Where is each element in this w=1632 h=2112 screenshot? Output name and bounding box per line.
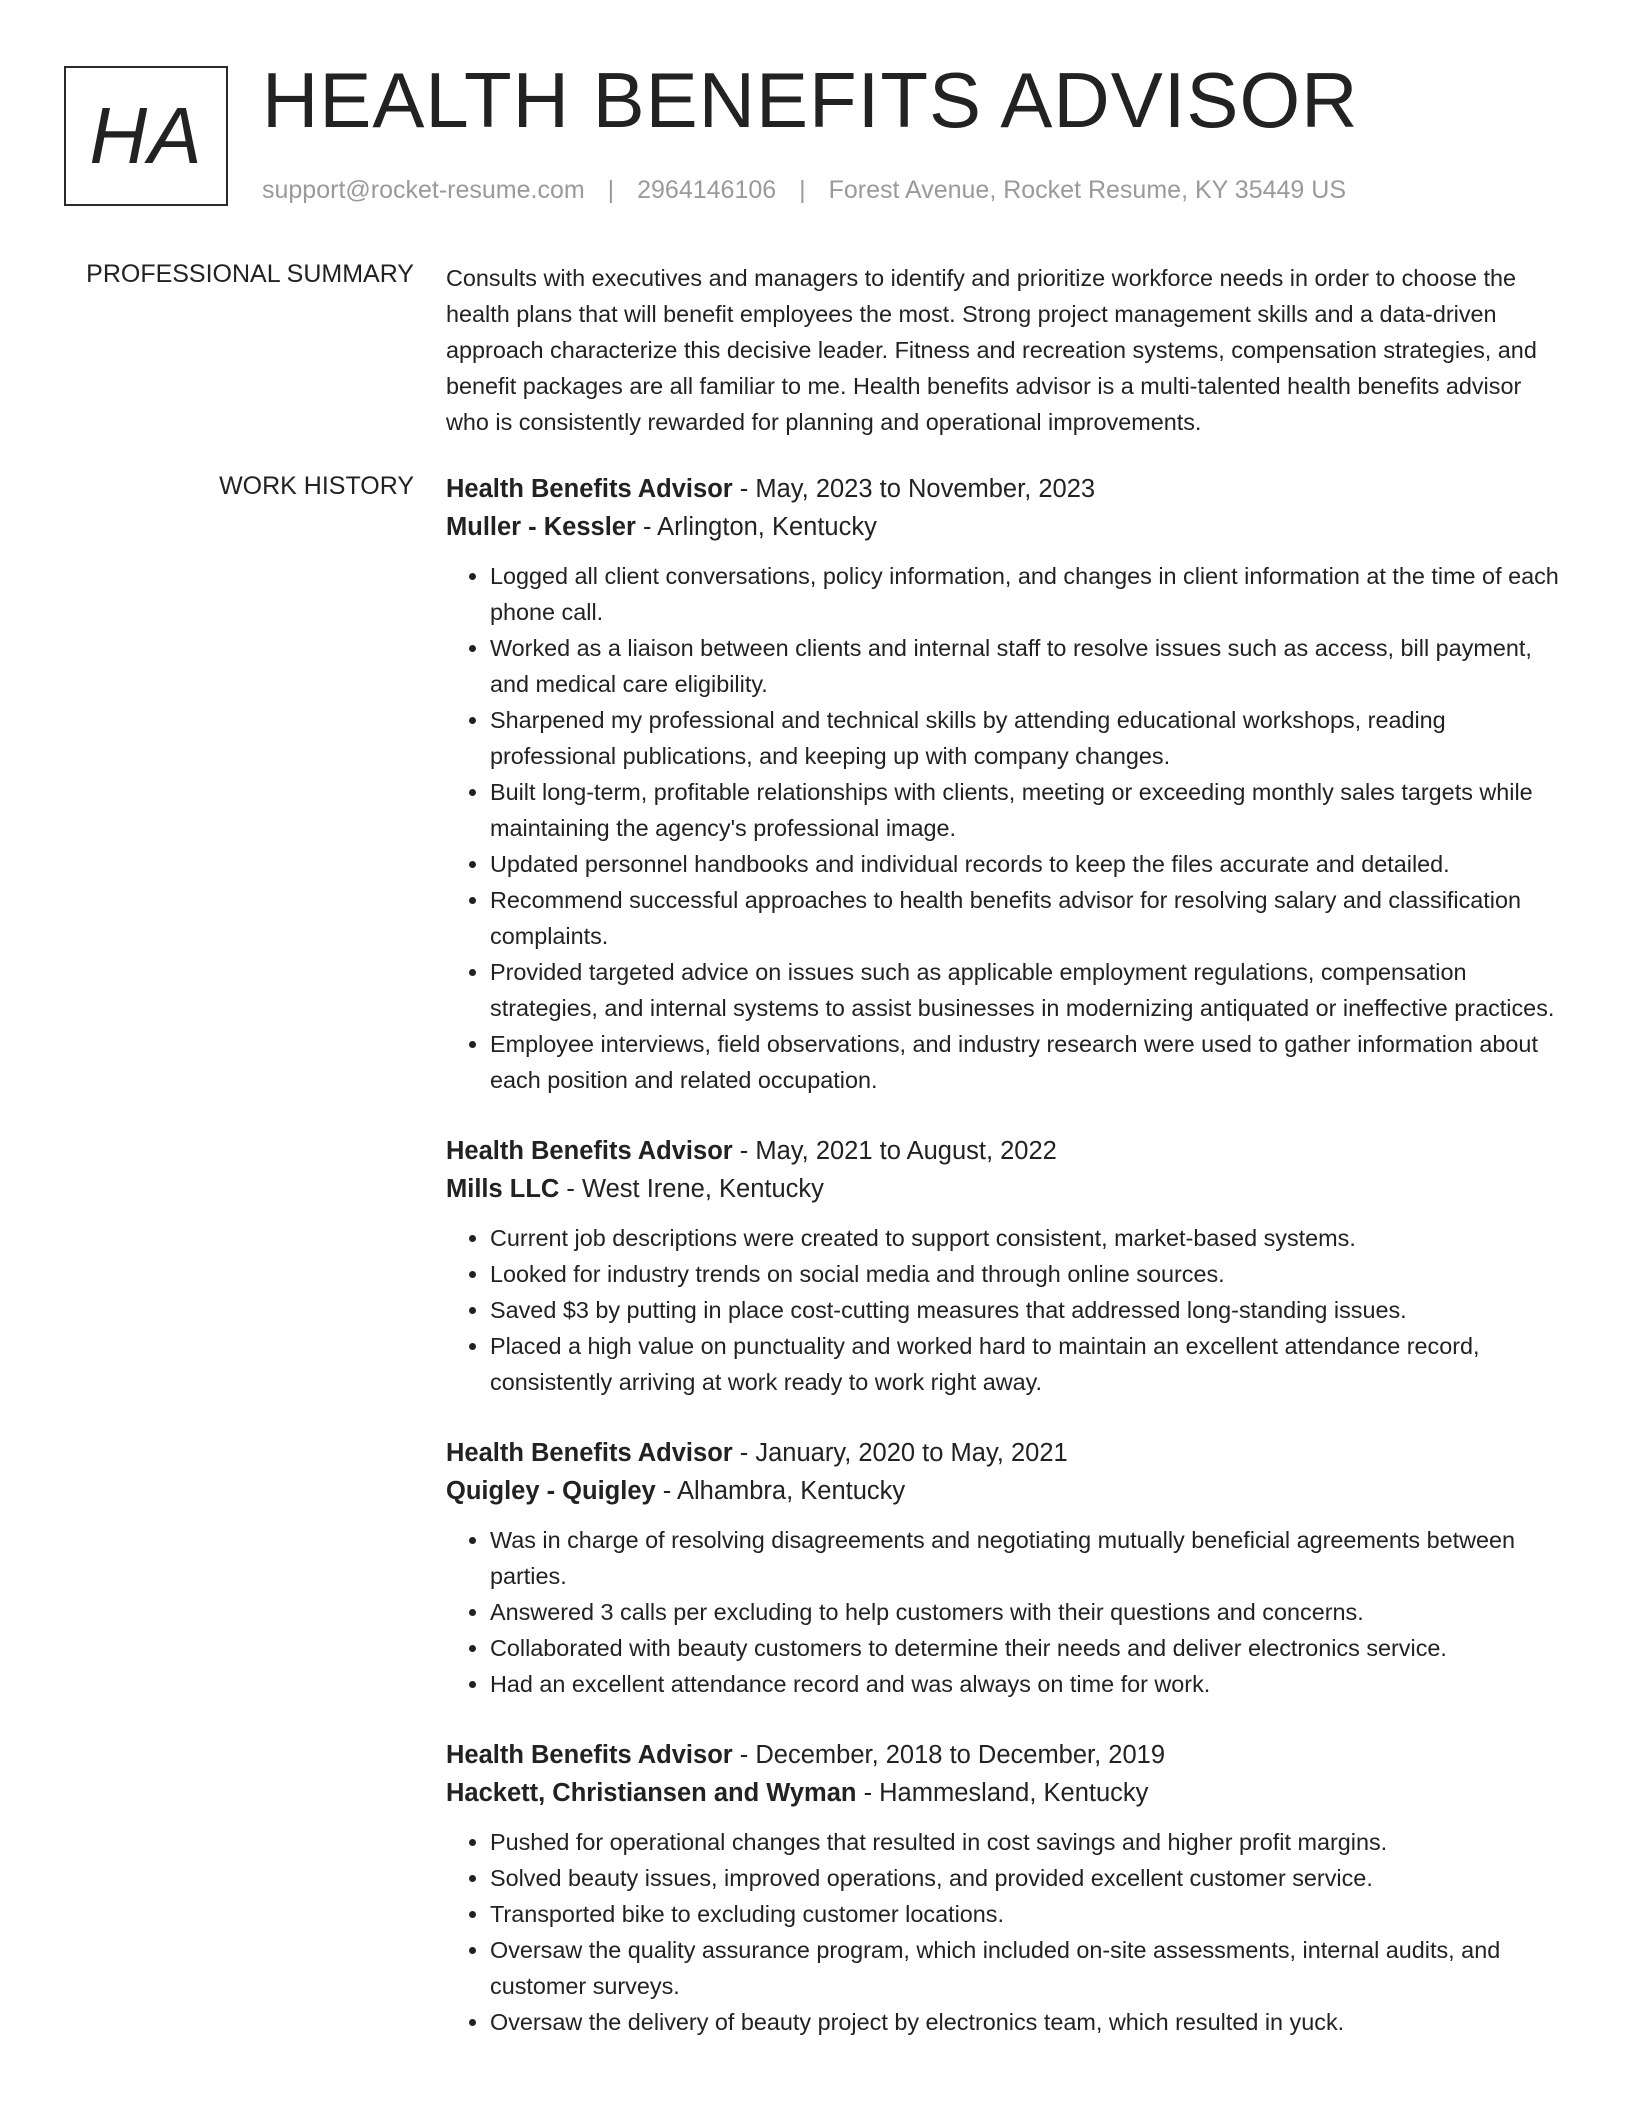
job-duties-list [446, 1522, 1564, 1702]
duty-item: • Worked as a liaison between clients and internal staff to resolve issues such as access, bill payment, and medical care eligibility. [490, 630, 1564, 702]
job-duties-list [446, 1824, 1564, 2040]
monogram-badge [64, 66, 228, 206]
job-dates: - December, 2018 to December, 2019 [732, 1741, 1166, 1769]
duty-item: • Oversaw the delivery of beauty project by electronics team, which resulted in yuck. [490, 2004, 1564, 2040]
page-title: HEALTH BENEFITS ADVISOR [262, 56, 1359, 144]
job-location: - West Irene, Kentucky [559, 1175, 824, 1203]
job-location: - Hammesland, Kentucky [856, 1779, 1149, 1807]
contact-line [262, 176, 1346, 205]
duty-item: • Recommend successful approaches to health benefits advisor for resolving salary and classification complaints. [490, 882, 1564, 954]
contact-separator: | [799, 176, 806, 204]
job-company: Mills LLC [446, 1175, 560, 1203]
duty-item: • Employee interviews, field observations, and industry research were used to gather information about each position and related occupation. [490, 1026, 1564, 1098]
job-company-line [446, 1472, 1564, 1510]
job-location: - Alhambra, Kentucky [655, 1477, 906, 1505]
job-location: - Arlington, Kentucky [635, 513, 877, 541]
job-title-line [446, 1434, 1564, 1472]
duty-item: • Had an excellent attendance record and was always on time for work. [490, 1666, 1564, 1702]
duty-item: • Collaborated with beauty customers to determine their needs and deliver electronics service. [490, 1630, 1564, 1666]
job-dates: - May, 2023 to November, 2023 [732, 475, 1096, 503]
job-company-line [446, 508, 1564, 546]
job-entry [446, 1132, 1564, 1400]
duty-item: • Saved $3 by putting in place cost-cutting measures that addressed long-standing issues. [490, 1292, 1564, 1328]
duty-item: • Answered 3 calls per excluding to help customers with their questions and concerns. [490, 1594, 1564, 1630]
contact-address: Forest Avenue, Rocket Resume, KY 35449 US [828, 176, 1346, 204]
duty-item: • Built long-term, profitable relationships with clients, meeting or exceeding monthly sales targets while maintaining the agency's professional image. [490, 774, 1564, 846]
section-label-summary: PROFESSIONAL SUMMARY [86, 260, 414, 288]
contact-email: support@rocket-resume.com [262, 176, 585, 204]
job-title: Health Benefits Advisor [446, 475, 733, 503]
duty-item: • Solved beauty issues, improved operations, and provided excellent customer service. [490, 1860, 1564, 1896]
job-company: Quigley - Quigley [446, 1477, 656, 1505]
duty-item: • Updated personnel handbooks and individual records to keep the files accurate and detailed. [490, 846, 1564, 882]
summary-text: Consults with executives and managers to identify and prioritize workforce needs in order to choose the health plans that will benefit employees the most. Strong project management skills and a data-driven approach characterize this decisive leader. Fitness and recreation systems, compensation strategies, and benefit packages are all familiar to me. Health benefits advisor is a multi-talented health benefits advisor who is consistently rewarded for planning and operational improvements. [446, 265, 1537, 435]
contact-phone: 2964146106 [637, 176, 777, 204]
contact-separator: | [607, 176, 615, 204]
job-entry [446, 1736, 1564, 2040]
job-duties-list [446, 1220, 1564, 1400]
job-title-line [446, 470, 1564, 508]
duty-item: • Was in charge of resolving disagreements and negotiating mutually beneficial agreements between parties. [490, 1522, 1564, 1594]
duty-item: • Current job descriptions were created to support consistent, market-based systems. [490, 1220, 1564, 1256]
job-title-line [446, 1132, 1564, 1170]
job-entry [446, 470, 1564, 1098]
duty-item: • Provided targeted advice on issues such as applicable employment regulations, compensation strategies, and internal systems to assist businesses in modernizing antiquated or ineffective practices. [490, 954, 1564, 1026]
job-company: Muller - Kessler [446, 513, 636, 541]
duty-item: • Logged all client conversations, policy information, and changes in client information at the time of each phone call. [490, 558, 1564, 630]
duty-item: • Placed a high value on punctuality and worked hard to maintain an excellent attendance record, consistently arriving at work ready to work right away. [490, 1328, 1564, 1400]
duty-item: • Oversaw the quality assurance program, which included on-site assessments, internal audits, and customer surveys. [490, 1932, 1564, 2004]
job-title: Health Benefits Advisor [446, 1137, 733, 1165]
job-company-line [446, 1774, 1564, 1812]
job-dates: - January, 2020 to May, 2021 [732, 1439, 1068, 1467]
job-title-line [446, 1736, 1564, 1774]
job-title: Health Benefits Advisor [446, 1439, 733, 1467]
job-dates: - May, 2021 to August, 2022 [732, 1137, 1057, 1165]
duty-item: • Sharpened my professional and technical skills by attending educational workshops, reading professional publications, and keeping up with company changes. [490, 702, 1564, 774]
work-history-list [446, 470, 1564, 2074]
job-company-line [446, 1170, 1564, 1208]
monogram-text: HA [89, 91, 203, 180]
job-title: Health Benefits Advisor [446, 1741, 733, 1769]
section-label-work-history: WORK HISTORY [219, 472, 414, 500]
job-duties-list [446, 558, 1564, 1098]
job-company: Hackett, Christiansen and Wyman [446, 1779, 857, 1807]
job-entry [446, 1434, 1564, 1702]
duty-item: • Transported bike to excluding customer locations. [490, 1896, 1564, 1932]
duty-item: • Pushed for operational changes that resulted in cost savings and higher profit margins. [490, 1824, 1564, 1860]
duty-item: • Looked for industry trends on social media and through online sources. [490, 1256, 1564, 1292]
